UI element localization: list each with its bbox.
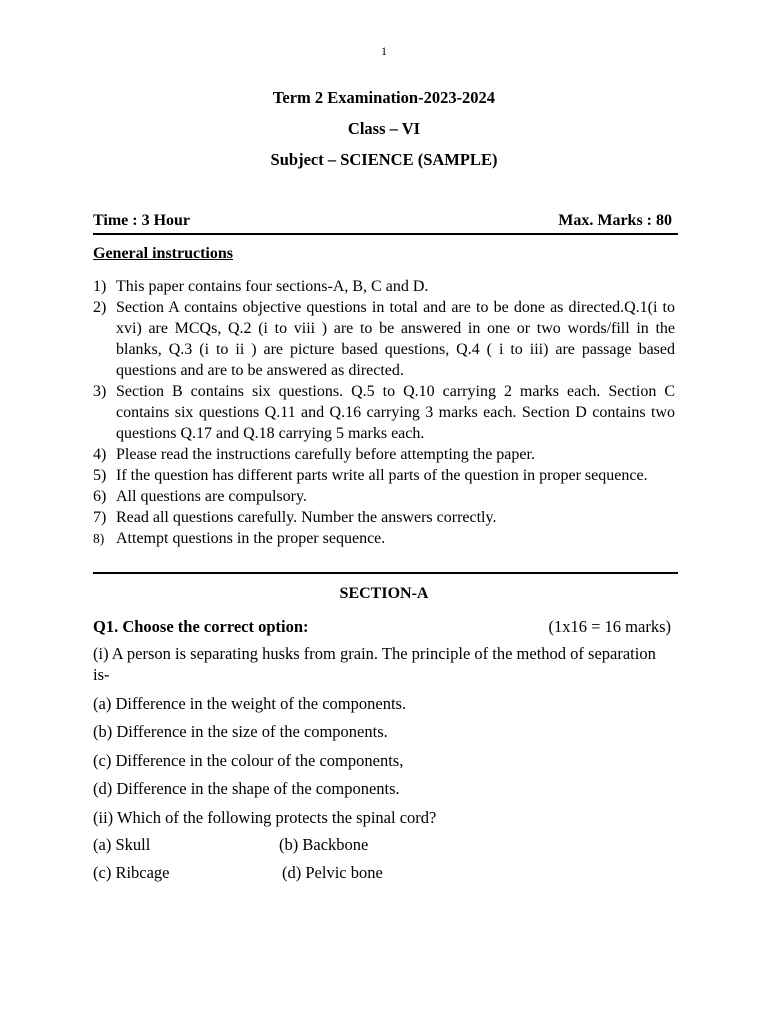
option-d: (d) Difference in the shape of the components. — [93, 779, 400, 798]
section-title: SECTION-A — [339, 585, 429, 602]
option-c: (c) Ribcage — [93, 863, 170, 882]
option-a: (a) Skull — [93, 835, 151, 854]
question-1-marks: (1x16 = 16 marks) — [548, 617, 671, 636]
instruction-item: 4) Please read the instructions carefully before attempting the paper. — [93, 446, 535, 463]
option-b: (b) Difference in the size of the components. — [93, 722, 388, 741]
class-title: Class – VI — [347, 119, 421, 138]
question-1-heading — [93, 616, 671, 637]
option-a: (a) Difference in the weight of the components. — [93, 694, 407, 713]
option-c: (c) Difference in the colour of the components, — [93, 751, 404, 770]
question-1-label: Q1. Choose the correct option: — [93, 617, 309, 636]
option-b: (b) Backbone — [279, 835, 369, 854]
instruction-item: 6) All questions are compulsory. — [93, 488, 307, 505]
exam-title: Term 2 Examination-2023-2024 — [272, 88, 496, 107]
instruction-item: 2) Section A contains objective questions in total and are to be done as directed.Q.1(i to xvi) are MCQs, Q.2 (i to viii ) are to be answered in one or two words/fill in the blanks, Q.3 (i to ii ) are picture based questions, Q.4 ( i to iii) are passage based questions and are to be answered as directed. — [93, 299, 675, 379]
exam-meta-row — [93, 212, 678, 230]
question-1-i: (i) A person is separating husks from grain. The principle of the method of separation is- — [93, 644, 656, 684]
instruction-item: 5) If the question has different parts write all parts of the question in proper sequence. — [93, 467, 648, 484]
max-marks-label: Max. Marks : 80 — [558, 212, 672, 229]
option-d: (d) Pelvic bone — [282, 863, 383, 882]
page-number: 1 — [381, 44, 387, 58]
instructions-list — [93, 276, 675, 549]
header-divider — [93, 233, 678, 235]
instruction-item: 1) This paper contains four sections-A, B, C and D. — [93, 278, 429, 295]
instruction-item: 7) Read all questions carefully. Number the answers correctly. — [93, 509, 497, 526]
instruction-item: 3) Section B contains six questions. Q.5 to Q.10 carrying 2 marks each. Section C contains six questions Q.11 and Q.16 carrying 3 marks each. Section D contains two questions Q.17 and Q.18 carrying 5 marks each. — [93, 383, 675, 442]
instructions-divider — [93, 572, 678, 574]
time-label: Time : 3 Hour — [93, 212, 191, 229]
question-1-ii: (ii) Which of the following protects the spinal cord? — [93, 808, 437, 827]
instruction-item: 8) Attempt questions in the proper sequence. — [93, 530, 386, 547]
instructions-heading: General instructions — [93, 245, 233, 262]
subject-title: Subject – SCIENCE (SAMPLE) — [270, 150, 498, 169]
